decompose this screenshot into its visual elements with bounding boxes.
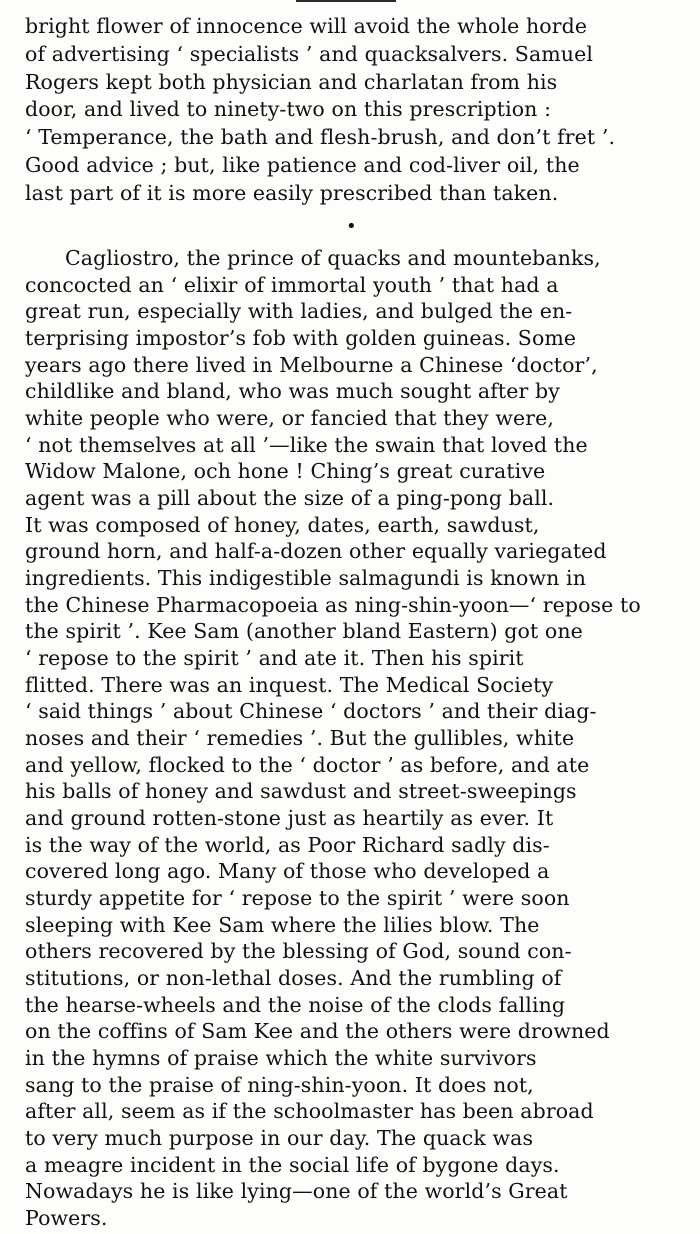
- text-line: after all, seem as if the schoolmaster has been abroad: [25, 1099, 594, 1123]
- text-line: ground horn, and half-a-dozen other equally variegated: [25, 539, 607, 563]
- text-line: Rogers kept both physician and charlatan from his: [25, 70, 558, 94]
- text-line: Powers.: [25, 1206, 108, 1230]
- text-line: terprising impostor’s fob with golden guineas. Some: [25, 326, 577, 350]
- text-line: agent was a pill about the size of a ping-pong ball.: [25, 486, 555, 510]
- text-line: door, and lived to ninety-two on this prescription :: [25, 97, 552, 121]
- text-line: childlike and bland, who was much sought after by: [25, 379, 560, 403]
- text-line: sleeping with Kee Sam where the lilies blow. The: [25, 913, 540, 937]
- text-line: his balls of honey and sawdust and street-sweepings: [25, 779, 577, 803]
- text-line: in the hymns of praise which the white survivors: [25, 1046, 537, 1070]
- top-rule: [296, 0, 396, 2]
- text-line: white people who were, or fancied that they were,: [25, 406, 554, 430]
- text-line: It was composed of honey, dates, earth, sawdust,: [25, 513, 540, 537]
- text-line: ‘ not themselves at all ’—like the swain that loved the: [25, 433, 588, 457]
- text-line: to very much purpose in our day. The quack was: [25, 1126, 534, 1150]
- text-line: noses and their ‘ remedies ’. But the gullibles, white: [25, 726, 575, 750]
- text-line: the Chinese Pharmacopoeia as ning-shin-yoon—‘ repose to: [25, 593, 641, 617]
- text-line: ingredients. This indigestible salmagundi is known in: [25, 566, 586, 590]
- text-line: ‘ said things ’ about Chinese ‘ doctors ’ and their diag-: [25, 699, 597, 723]
- text-line: the spirit ’. Kee Sam (another bland Eastern) got one: [25, 619, 583, 643]
- text-line: stitutions, or non-lethal doses. And the rumbling of: [25, 966, 562, 990]
- text-line: sturdy appetite for ‘ repose to the spirit ’ were soon: [25, 886, 570, 910]
- text-line: ‘ Temperance, the bath and flesh-brush, and don’t fret ’.: [25, 125, 616, 149]
- text-line: concocted an ‘ elixir of immortal youth ’ that had a: [25, 273, 559, 297]
- text-line: years ago there lived in Melbourne a Chinese ‘doctor’,: [25, 353, 598, 377]
- text-line: is the way of the world, as Poor Richard sadly dis-: [25, 833, 550, 857]
- section-separator: •: [346, 216, 357, 237]
- text-line: others recovered by the blessing of God, sound con-: [25, 939, 572, 963]
- text-line: Good advice ; but, like patience and cod-liver oil, the: [25, 153, 580, 177]
- text-line: on the coffins of Sam Kee and the others were drowned: [25, 1019, 610, 1043]
- text-line: sang to the praise of ning-shin-yoon. It does not,: [25, 1073, 534, 1097]
- text-line: ‘ repose to the spirit ’ and ate it. Then his spirit: [25, 646, 524, 670]
- text-line: bright flower of innocence will avoid the whole horde: [25, 14, 588, 38]
- text-line: last part of it is more easily prescribed than taken.: [25, 181, 559, 205]
- text-line: great run, especially with ladies, and bulged the en-: [25, 299, 573, 323]
- text-line: and ground rotten-stone just as heartily as ever. It: [25, 806, 554, 830]
- text-line: covered long ago. Many of those who developed a: [25, 859, 550, 883]
- text-line: Cagliostro, the prince of quacks and mountebanks,: [65, 246, 601, 270]
- text-line: of advertising ‘ specialists ’ and quacksalvers. Samuel: [25, 42, 593, 66]
- text-line: the hearse-wheels and the noise of the clods falling: [25, 993, 566, 1017]
- text-line: Widow Malone, och hone ! Ching’s great curative: [25, 459, 546, 483]
- text-line: flitted. There was an inquest. The Medical Society: [25, 673, 554, 697]
- text-line: Nowadays he is like lying—one of the world’s Great: [25, 1179, 568, 1203]
- text-line: a meagre incident in the social life of bygone days.: [25, 1153, 560, 1177]
- text-line: and yellow, flocked to the ‘ doctor ’ as before, and ate: [25, 753, 590, 777]
